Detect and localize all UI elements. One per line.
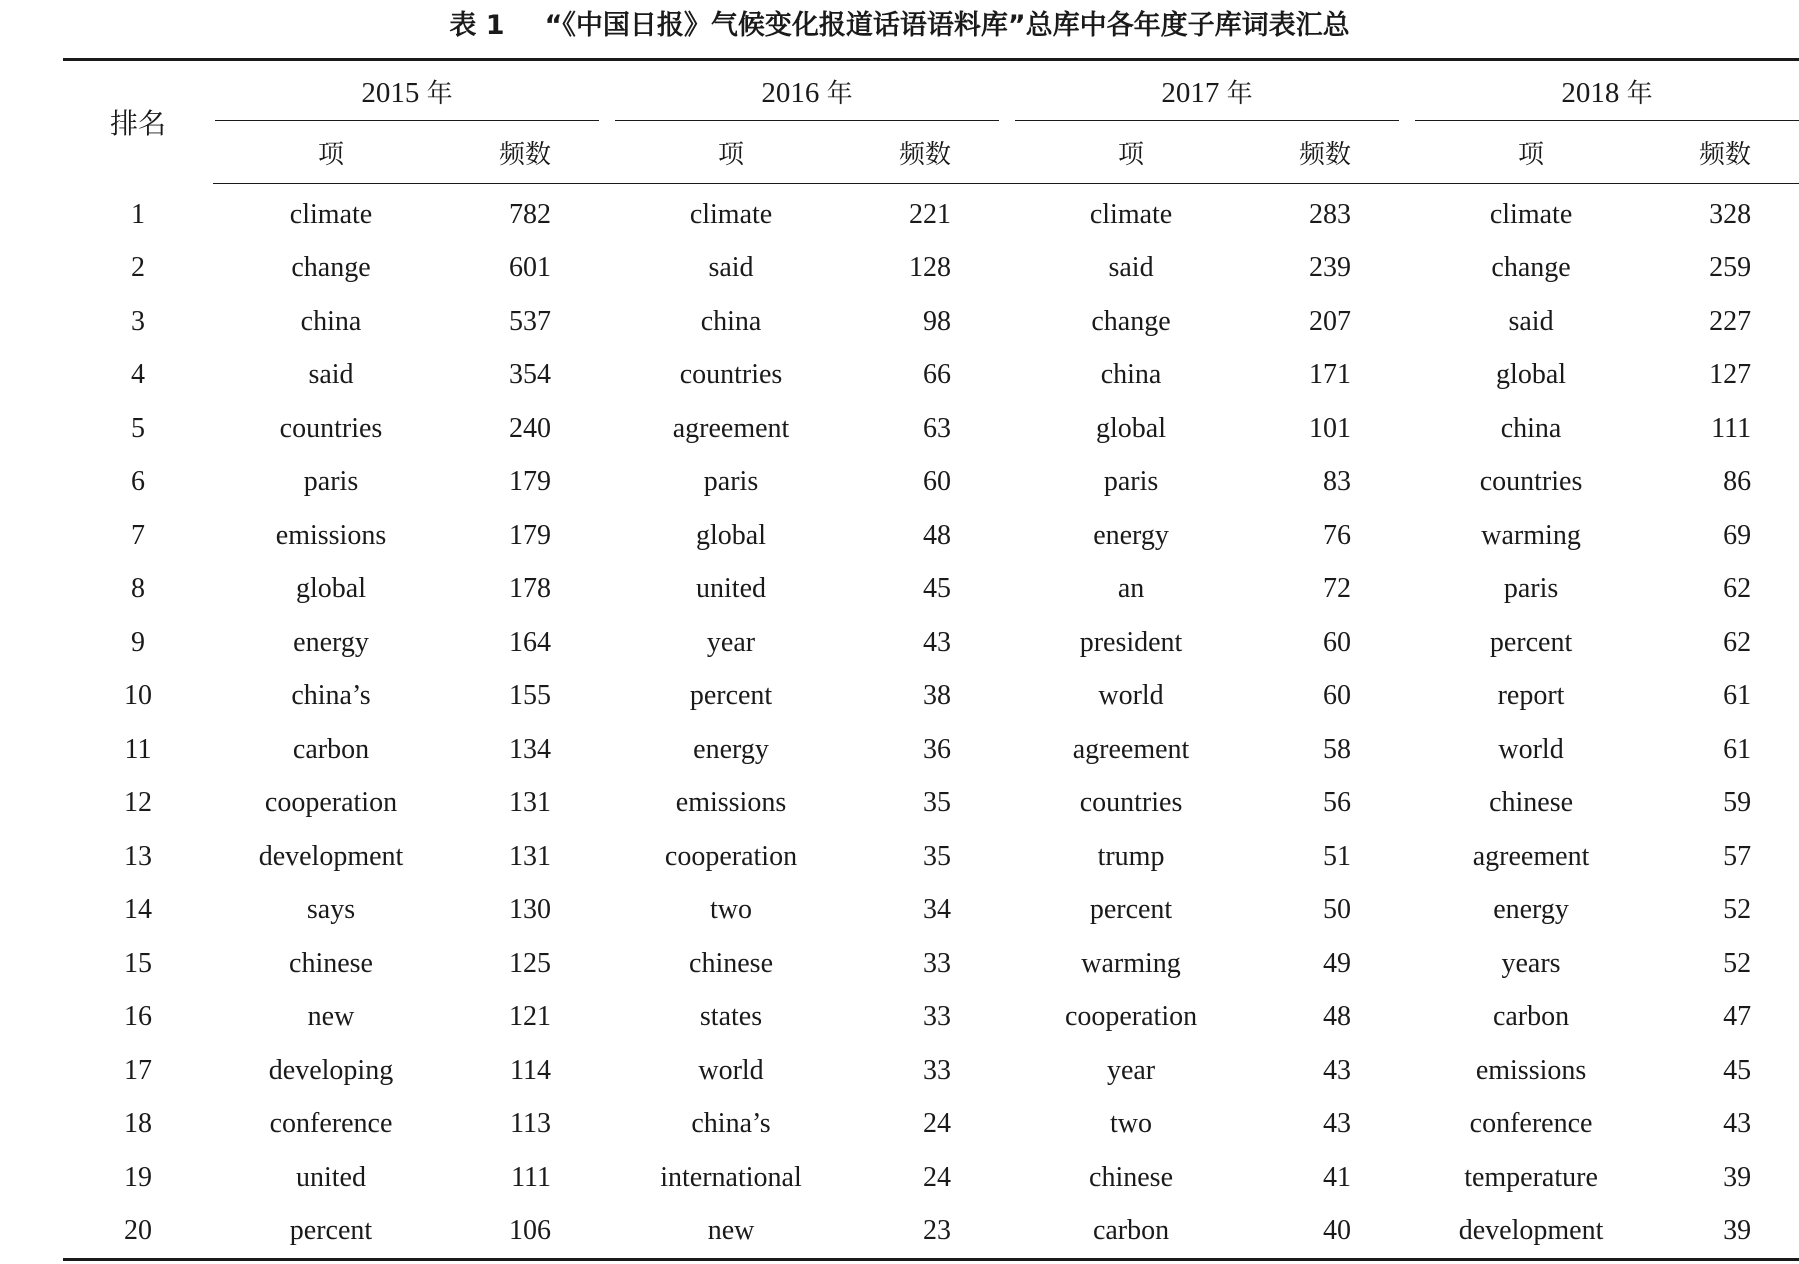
frequency-cell-2017: 83 [1323,466,1352,498]
frequency-cell-2017: 51 [1323,840,1352,872]
frequency-cell-2015: 131 [509,787,552,819]
word-cell-2015: china [300,305,362,337]
rank-cell: 8 [131,573,145,605]
column-gap [1001,1151,1013,1205]
frequency-cell-2015: 113 [510,1108,552,1140]
word-cell-2018: report [1497,680,1565,712]
frequency-cell-2015: 134 [509,733,552,765]
frequency-cell-2017: 239 [1309,252,1352,284]
word-cell-2018: carbon [1492,1001,1570,1033]
word-cell-2017: energy [1093,519,1169,551]
word-frequency-table [63,58,1799,1261]
table-row [63,456,1799,510]
column-gap [1401,402,1413,456]
column-gap [1001,184,1013,242]
frequency-cell-2017: 56 [1323,787,1352,819]
year-header-2018 [1413,60,1799,122]
frequency-cell-2015: 164 [509,626,552,658]
frequency-cell-2015: 130 [509,894,552,926]
column-gap [601,349,613,403]
frequency-cell-2018: 328 [1709,198,1752,230]
column-gap [601,509,613,563]
table-row [63,1044,1799,1098]
word-cell-2016: climate [689,198,773,230]
word-cell-2016: said [708,252,754,284]
column-gap [1401,60,1413,122]
table-body [63,184,1799,1260]
word-cell-2018: countries [1479,466,1583,498]
word-cell-2018: change [1491,252,1571,284]
rank-cell: 12 [124,787,152,819]
frequency-cell-2017: 41 [1323,1161,1352,1193]
word-cell-2015: new [307,1001,355,1033]
column-gap [1001,616,1013,670]
table-row [63,616,1799,670]
column-gap [1401,937,1413,991]
word-cell-2018: energy [1493,894,1569,926]
word-cell-2017: carbon [1013,1205,1249,1260]
word-cell-2016: chinese [689,947,773,979]
column-gap [1001,563,1013,617]
item-column-header: 项 [213,121,449,184]
word-cell-2017: two [1110,1108,1153,1140]
word-cell-2015: percent [213,1205,449,1260]
frequency-cell-2017: 48 [1323,1001,1352,1033]
word-cell-2015: energy [293,626,369,658]
table-row [63,184,1799,242]
word-cell-2016: cooperation [664,840,798,872]
rank-cell: 1 [131,198,145,230]
column-gap [1401,830,1413,884]
word-cell-2015: china’s [291,680,371,712]
column-gap [1401,563,1413,617]
frequency-cell-2017: 207 [1309,305,1352,337]
word-cell-2017: said [1108,252,1154,284]
word-cell-2016: countries [679,359,783,391]
column-gap [1401,242,1413,296]
frequency-cell-2015: 354 [509,359,552,391]
frequency-cell-2016: 45 [923,573,952,605]
table-row [63,563,1799,617]
frequency-cell-2016: 35 [923,840,952,872]
column-gap [601,1044,613,1098]
word-cell-2015: climate [289,198,373,230]
word-cell-2017: trump [1097,840,1165,872]
frequency-cell-2017: 49 [1323,947,1352,979]
table-row [63,777,1799,831]
word-cell-2016: energy [693,733,769,765]
rank-cell: 4 [131,359,145,391]
word-cell-2018: emissions [1475,1054,1587,1086]
frequency-cell-2018: 61 [1723,680,1752,712]
column-gap [601,60,613,122]
frequency-cell-2018: 57 [1723,840,1752,872]
column-gap [1001,723,1013,777]
word-cell-2018: temperature [1464,1161,1598,1193]
table-row [63,509,1799,563]
word-cell-2016: china [700,305,762,337]
rank-cell: 20 [63,1205,213,1260]
table-row [63,349,1799,403]
table-row [63,402,1799,456]
word-cell-2015: says [306,894,356,926]
frequency-cell-2015: 601 [509,252,552,284]
word-cell-2015: global [296,573,366,605]
table-row [63,242,1799,296]
column-gap [1401,184,1413,242]
column-gap [601,830,613,884]
column-gap [1401,616,1413,670]
frequency-cell-2017: 60 [1323,626,1352,658]
frequency-cell-2015: 111 [511,1161,552,1193]
word-cell-2015: cooperation [264,787,398,819]
word-cell-2015: emissions [275,519,387,551]
table-row [63,1098,1799,1152]
rank-cell: 18 [124,1108,152,1140]
column-gap [601,991,613,1045]
rank-cell: 13 [124,840,152,872]
frequency-cell-2016: 128 [909,252,952,284]
table-row [63,670,1799,724]
frequency-cell-2018: 111 [1711,412,1752,444]
frequency-cell-2017: 58 [1323,733,1352,765]
word-frequency-table-container [63,58,1763,1261]
column-gap [1001,295,1013,349]
frequency-cell-2015: 125 [509,947,552,979]
frequency-cell-2015: 106 [449,1205,601,1260]
year-label: 2015 [361,76,420,109]
word-cell-2016: two [710,894,753,926]
frequency-cell-2018: 52 [1723,947,1752,979]
column-gap [601,184,613,242]
table-row [63,991,1799,1045]
frequency-cell-2016: 60 [923,466,952,498]
column-gap [601,670,613,724]
column-gap [601,777,613,831]
item-column-header: 项 [613,121,849,184]
frequency-cell-2016: 23 [849,1205,1001,1260]
freq-column-header: 频数 [849,121,1001,184]
frequency-cell-2015: 155 [509,680,552,712]
year-header-2017 [1013,60,1401,122]
column-gap [1401,295,1413,349]
column-gap [1001,670,1013,724]
frequency-cell-2018: 43 [1723,1108,1752,1140]
frequency-cell-2018: 39 [1723,1161,1752,1193]
frequency-cell-2017: 76 [1323,519,1352,551]
column-gap [601,1205,613,1260]
column-gap [1001,242,1013,296]
freq-column-header: 频数 [1649,121,1799,184]
word-cell-2018: paris [1503,573,1559,605]
word-cell-2016: new [613,1205,849,1260]
column-gap [601,884,613,938]
word-cell-2017: chinese [1089,1161,1174,1193]
word-cell-2017: change [1091,305,1171,337]
column-gap [1001,121,1013,184]
frequency-cell-2016: 33 [923,947,952,979]
item-column-header: 项 [1413,121,1649,184]
word-cell-2017: an [1117,573,1145,605]
word-cell-2016: world [698,1054,764,1086]
rank-cell: 2 [131,252,145,284]
frequency-cell-2017: 283 [1309,198,1352,230]
frequency-cell-2016: 35 [923,787,952,819]
word-cell-2015: chinese [289,947,373,979]
column-gap [601,563,613,617]
word-cell-2015: paris [303,466,359,498]
frequency-cell-2017: 171 [1309,359,1352,391]
table-number: 表 1 [449,10,505,41]
column-gap [1001,402,1013,456]
word-cell-2018: conference [1469,1108,1593,1140]
column-gap [1001,1044,1013,1098]
word-cell-2016: global [696,519,767,551]
word-cell-2015: countries [279,412,383,444]
frequency-cell-2016: 66 [923,359,952,391]
column-gap [601,242,613,296]
frequency-cell-2017: 40 [1249,1205,1401,1260]
word-cell-2015: development [258,840,404,872]
year-label: 2016 [761,76,820,109]
word-cell-2018: development [1413,1205,1649,1260]
word-cell-2017: world [1098,680,1164,712]
column-gap [601,456,613,510]
column-gap [1001,60,1013,122]
frequency-cell-2016: 33 [923,1054,952,1086]
column-gap [1401,509,1413,563]
frequency-cell-2017: 43 [1323,1108,1352,1140]
frequency-cell-2016: 24 [923,1161,952,1193]
frequency-cell-2018: 227 [1709,305,1752,337]
column-gap [1001,991,1013,1045]
frequency-cell-2018: 62 [1723,626,1752,658]
frequency-cell-2017: 72 [1323,573,1352,605]
column-gap [1001,1205,1013,1260]
column-gap [1001,937,1013,991]
frequency-cell-2016: 24 [923,1108,952,1140]
frequency-cell-2015: 179 [509,466,552,498]
frequency-cell-2016: 34 [923,894,952,926]
frequency-cell-2016: 43 [923,626,952,658]
word-cell-2016: agreement [672,412,790,444]
table-title: “《中国日报》气候变化报道话语语料库”总库中各年度子库词表汇总 [544,10,1350,41]
frequency-cell-2017: 43 [1323,1054,1352,1086]
table-row [63,723,1799,777]
frequency-cell-2018: 45 [1723,1054,1752,1086]
word-cell-2015: developing [268,1054,394,1086]
word-cell-2017: year [1106,1054,1156,1086]
word-cell-2018: china [1500,412,1562,444]
column-gap [1401,777,1413,831]
word-cell-2015: carbon [292,733,370,765]
word-cell-2015: conference [269,1108,393,1140]
frequency-cell-2018: 59 [1723,787,1752,819]
rank-cell: 10 [124,680,152,712]
column-gap [1001,456,1013,510]
column-gap [1001,349,1013,403]
frequency-cell-2018: 52 [1723,894,1752,926]
table-header [63,60,1799,184]
column-gap [601,937,613,991]
year-suffix: 年 [1626,78,1653,109]
word-cell-2018: years [1501,947,1561,979]
rank-cell: 5 [131,412,145,444]
word-cell-2017: countries [1079,787,1183,819]
rank-cell: 16 [124,1001,152,1033]
rank-cell: 14 [124,894,152,926]
word-cell-2018: said [1508,305,1554,337]
frequency-cell-2018: 39 [1649,1205,1799,1260]
frequency-cell-2015: 121 [509,1001,552,1033]
rank-cell: 19 [124,1161,152,1193]
word-cell-2016: paris [703,466,759,498]
column-gap [1401,723,1413,777]
year-header-2015 [213,60,601,122]
word-cell-2015: united [296,1161,366,1193]
frequency-cell-2015: 537 [509,305,552,337]
rank-cell: 11 [124,733,152,765]
column-gap [1401,1151,1413,1205]
rank-cell: 6 [131,466,145,498]
column-gap [1001,1098,1013,1152]
column-gap [1401,456,1413,510]
word-cell-2016: states [699,1001,763,1033]
frequency-cell-2017: 60 [1323,680,1352,712]
freq-column-header: 频数 [1249,121,1401,184]
rank-cell: 15 [124,947,152,979]
frequency-cell-2016: 98 [923,305,952,337]
frequency-cell-2015: 240 [509,412,552,444]
frequency-cell-2017: 101 [1309,412,1352,444]
word-cell-2018: percent [1489,626,1573,658]
frequency-cell-2018: 127 [1709,359,1752,391]
word-cell-2017: paris [1103,466,1159,498]
word-cell-2017: agreement [1072,733,1190,765]
word-cell-2016: percent [689,680,773,712]
frequency-cell-2016: 38 [923,680,952,712]
word-cell-2017: percent [1089,894,1173,926]
word-cell-2018: agreement [1472,840,1590,872]
column-gap [1401,884,1413,938]
column-gap [1401,670,1413,724]
frequency-cell-2016: 221 [909,198,952,230]
frequency-cell-2016: 63 [923,412,952,444]
column-gap [1401,349,1413,403]
column-gap [1001,830,1013,884]
frequency-cell-2018: 47 [1723,1001,1752,1033]
year-suffix: 年 [826,78,853,109]
column-gap [1401,991,1413,1045]
frequency-cell-2015: 782 [509,198,552,230]
table-row [63,884,1799,938]
word-cell-2016: year [706,626,756,658]
table-row [63,295,1799,349]
subheader-row [63,121,1799,184]
rank-column-header: 排名 [63,60,213,184]
rank-cell: 17 [124,1054,152,1086]
column-gap [601,616,613,670]
rank-cell: 7 [131,519,145,551]
word-cell-2016: emissions [675,787,787,819]
word-cell-2018: climate [1489,198,1573,230]
column-gap [601,1151,613,1205]
item-column-header: 项 [1013,121,1249,184]
word-cell-2018: chinese [1489,787,1574,819]
frequency-cell-2016: 48 [923,519,952,551]
year-label: 2017 [1161,76,1220,109]
year-header-row [63,60,1799,122]
word-cell-2018: global [1496,359,1567,391]
column-gap [601,1098,613,1152]
word-cell-2015: said [308,359,354,391]
frequency-cell-2018: 62 [1723,573,1752,605]
word-cell-2016: international [660,1161,802,1193]
frequency-cell-2018: 61 [1723,733,1752,765]
column-gap [601,402,613,456]
table-row [63,1151,1799,1205]
year-header-2016 [613,60,1001,122]
column-gap [1401,1044,1413,1098]
column-gap [601,723,613,777]
word-cell-2016: united [696,573,767,605]
column-gap [1001,777,1013,831]
column-gap [1401,1205,1413,1260]
frequency-cell-2015: 131 [509,840,552,872]
rank-cell: 9 [131,626,145,658]
table-row [63,1205,1799,1260]
word-cell-2017: warming [1081,947,1181,979]
word-cell-2018: warming [1481,519,1581,551]
word-cell-2018: world [1498,733,1564,765]
column-gap [1001,884,1013,938]
freq-column-header: 频数 [449,121,601,184]
table-row [63,937,1799,991]
word-cell-2017: president [1079,626,1183,658]
frequency-cell-2015: 114 [510,1054,552,1086]
column-gap [1001,509,1013,563]
table-caption [0,6,1799,46]
frequency-cell-2016: 33 [923,1001,952,1033]
word-cell-2017: global [1096,412,1167,444]
column-gap [601,121,613,184]
column-gap [601,295,613,349]
year-label: 2018 [1561,76,1620,109]
year-suffix: 年 [1226,78,1253,109]
word-cell-2016: china’s [691,1108,771,1140]
table-row [63,830,1799,884]
frequency-cell-2018: 69 [1723,519,1752,551]
word-cell-2017: climate [1089,198,1173,230]
frequency-cell-2018: 259 [1709,252,1752,284]
frequency-cell-2016: 36 [923,733,952,765]
column-gap [1401,1098,1413,1152]
rank-cell: 3 [131,305,145,337]
frequency-cell-2018: 86 [1723,466,1752,498]
word-cell-2017: cooperation [1064,1001,1198,1033]
word-cell-2017: china [1100,359,1162,391]
frequency-cell-2017: 50 [1323,894,1352,926]
column-gap [1401,121,1413,184]
frequency-cell-2015: 178 [509,573,552,605]
year-suffix: 年 [426,78,453,109]
word-cell-2015: change [291,252,371,284]
frequency-cell-2015: 179 [509,519,552,551]
